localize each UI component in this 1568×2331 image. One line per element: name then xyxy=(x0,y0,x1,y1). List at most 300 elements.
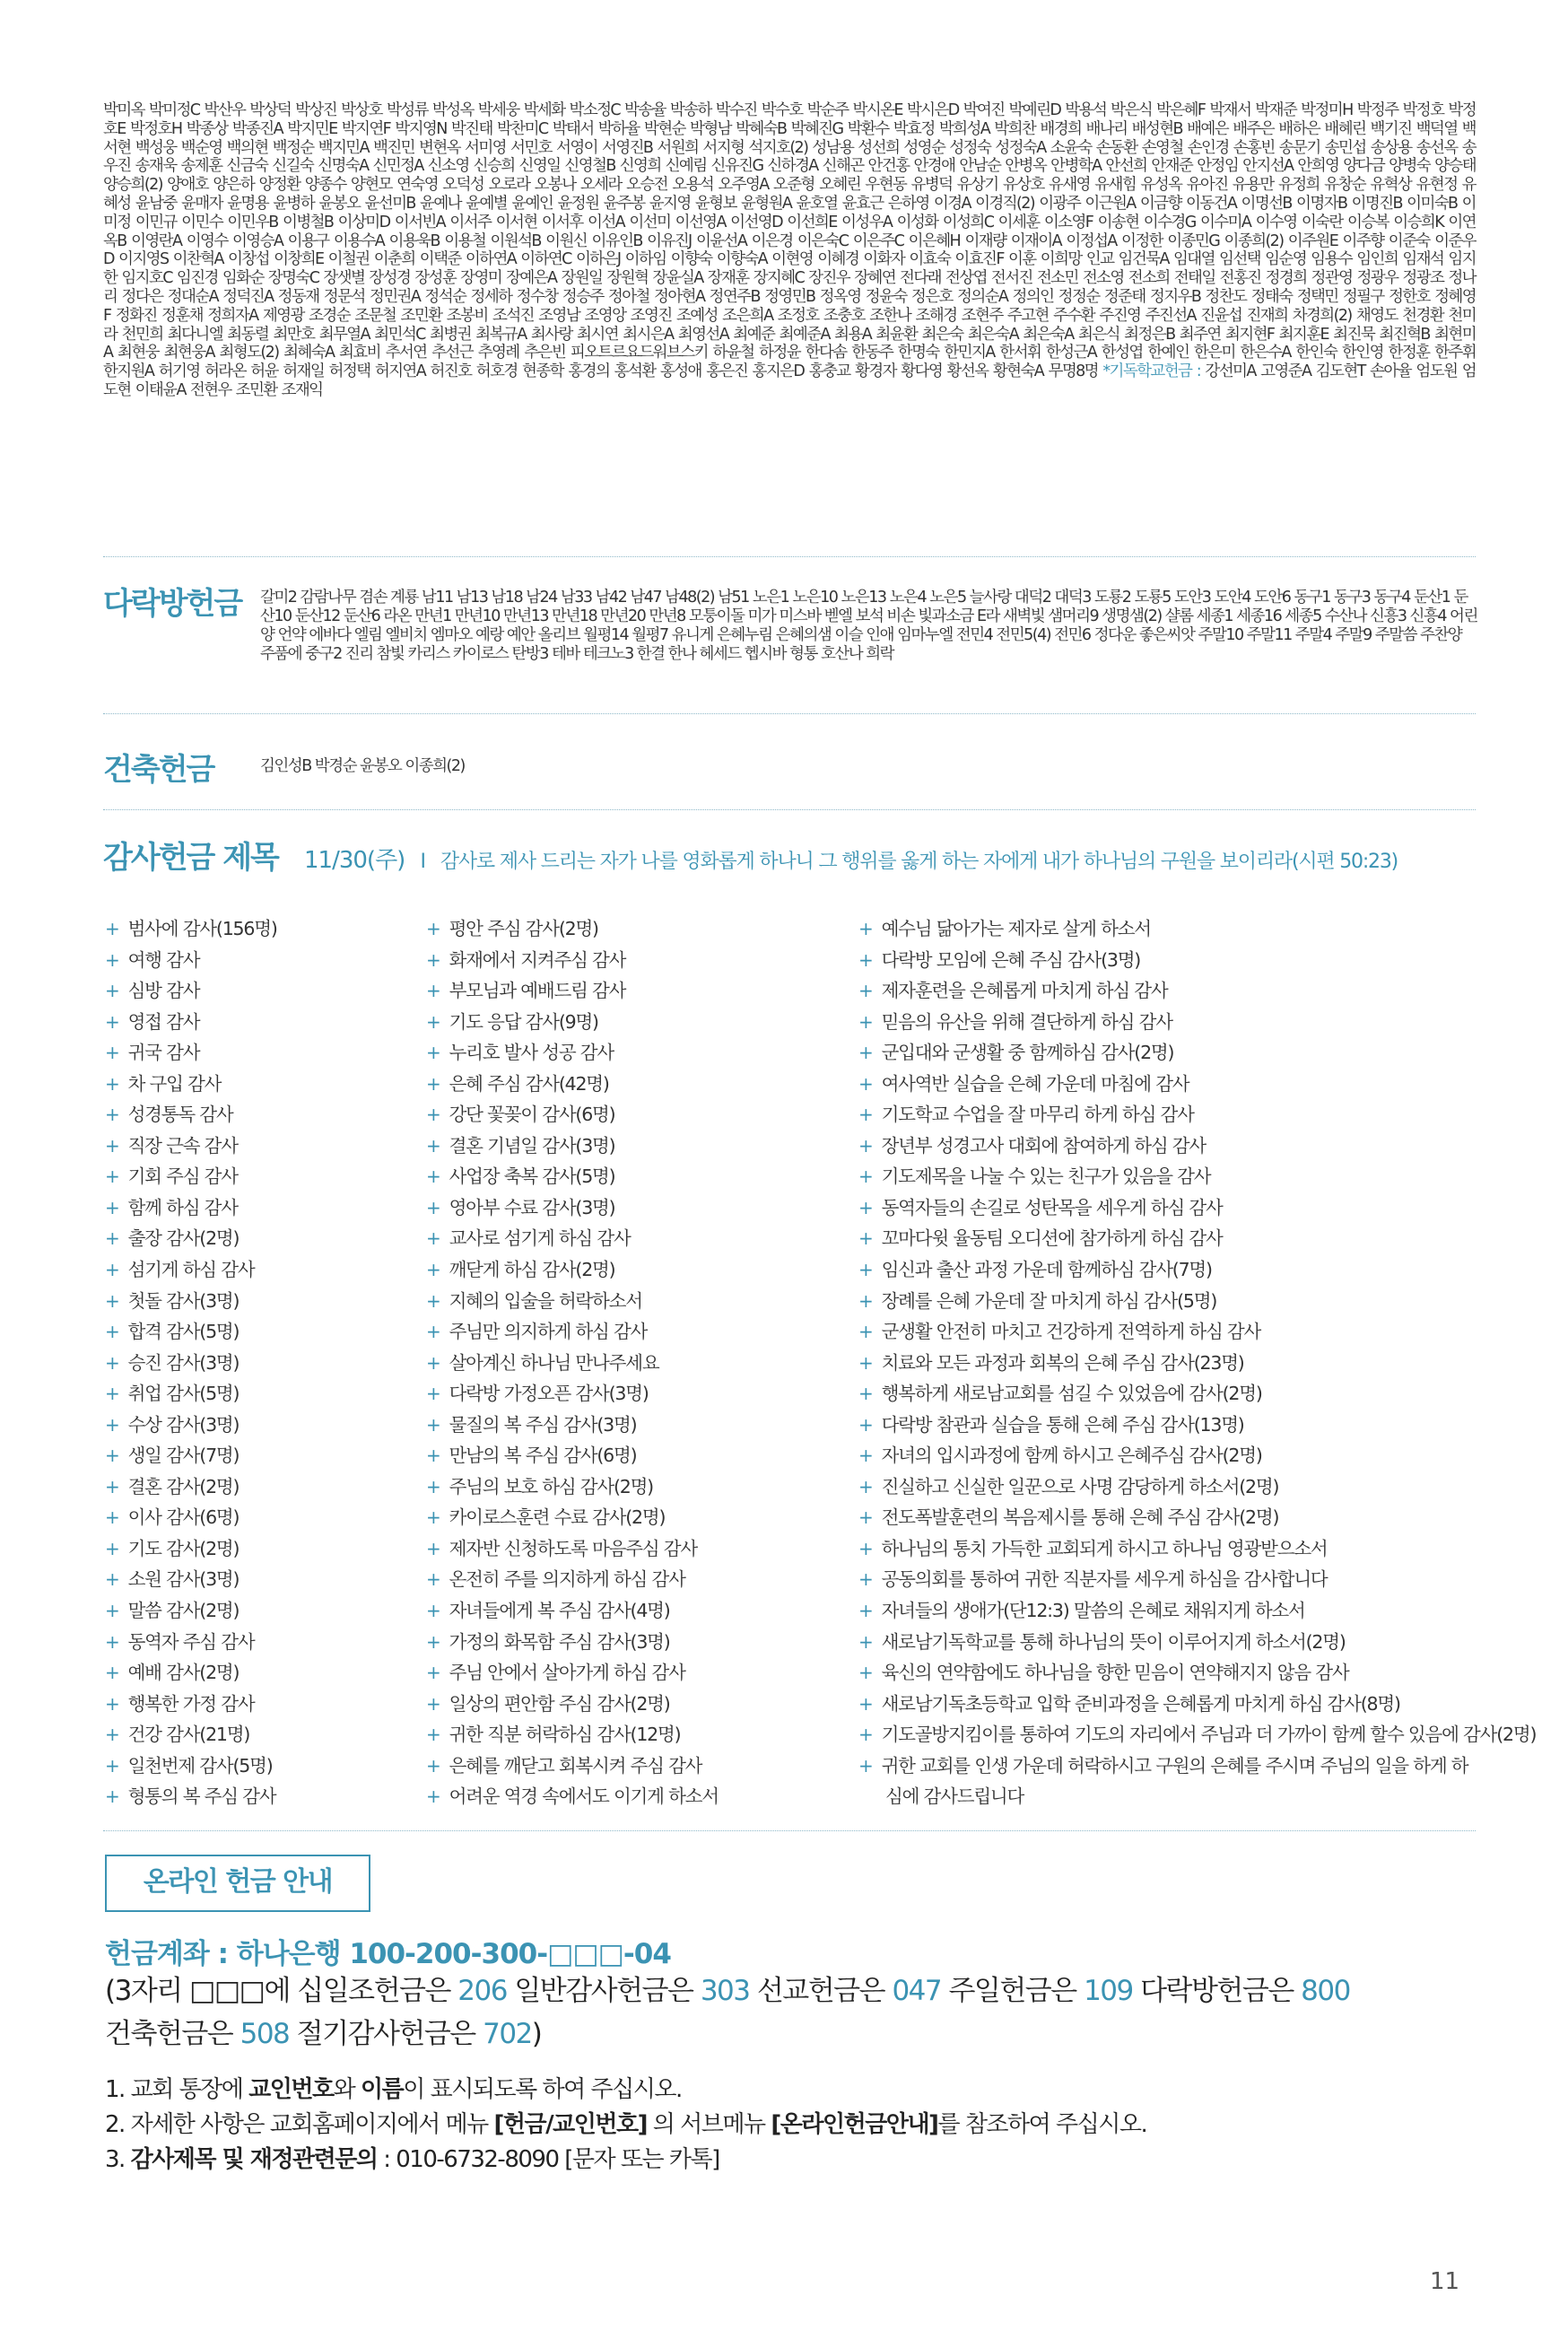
thanks-item xyxy=(105,1131,410,1162)
codes-prefix: (3자리 xyxy=(105,1975,182,2007)
thanks-item xyxy=(426,1781,848,1812)
thanks-item xyxy=(105,1533,410,1565)
note-2 xyxy=(105,2108,1146,2143)
plus-icon: + xyxy=(858,1259,873,1281)
thanks-item-text: 성경통독 감사 xyxy=(127,1104,233,1126)
thanks-item xyxy=(426,913,848,945)
plus-icon: + xyxy=(105,1662,119,1684)
thanks-item xyxy=(858,1502,1468,1533)
building-label: 건축헌금은 xyxy=(105,2018,233,2050)
thanks-item xyxy=(426,1627,848,1658)
thanks-item-text: 강단 꽃꽂이 감사(6명) xyxy=(449,1104,615,1126)
thanks-item xyxy=(858,1131,1468,1162)
plus-icon: + xyxy=(105,948,119,971)
thanks-item-text: 꼬마다윗 율동팀 오디션에 참가하게 하심 감사 xyxy=(881,1227,1223,1250)
plus-icon: + xyxy=(426,1289,440,1312)
plus-icon: + xyxy=(105,1445,119,1467)
plus-icon: + xyxy=(105,1166,119,1188)
plus-icon: + xyxy=(105,1010,119,1033)
thanks-item-text: 새로남기독초등학교 입학 준비과정을 은혜롭게 마치게 하심 감사(8명) xyxy=(881,1692,1400,1715)
donor-names-text: 박미옥 박미정C 박산우 박상덕 박상진 박상호 박성류 박성옥 박세웅 박세화 박소정C 박송율 박송하 박수진 박수호 박순주 박시온E 박시은D 박여진 박예린D 박용석 박은식 박은혜F 박재서 박재준 박정미H 박정주 박정호 박정호E 박정호H 박종상 박종진A 박지민E 박지연F 박지영N 박진태 박찬미C 박태서 박하율 박현순 박형남 박혜숙B 박혜진G 박환수 박효정 박희성A 박희찬 배경희 배나리 배성현B 배예은 배주은 배하은 배혜린 백기진 백덕열 백서현 백성웅 백순영 백의현 백정순 백지민A 백진민 변현옥 서미영 서민호 서영이 서영진B 서원희 서지형 석지호(2) 성남용 성선희 성영순 성정숙 성정숙A 소윤숙 손동환 손영철 손인경 손홍빈 송문기 송민섭 송상용 송선옥 송우진 송재욱 송제훈 신금숙 신길숙 신명숙A 신민정A 신소영 신승희 신영일 신영철B 신영희 신예림 신유진G 신하경A 신해곤 안건홍 안경애 안남순 안병옥 안병학A 안선희 안재준 안정임 안지선A 안희영 양다금 양병숙 양승태 양승희(2) 양애호 양은하 양정환 양종수 양현모 연숙영 오덕성 오로라 오봉나 오세라 오승전 오용석 오주영A 오준형 오혜린 우현동 유병덕 유상기 유상호 유새영 유새힘 유성옥 유아진 유용만 유정희 유창순 유혁상 유현정 유혜성 윤남중 윤매자 윤명용 윤병하 윤봉오 윤선미B 윤예나 윤예별 윤예인 윤정원 윤주봉 윤지영 윤형보 윤형원A 윤호열 윤효근 은하영 이경A 이경직(2) 이광주 이근원A 이금향 이동건A 이명선B 이명자B 이명진B 이미숙B 이미정 이민규 이민수 이민우B 이병철B 이상미D 이서빈A 이서주 이서현 이서후 이선A 이선미 이선영A 이선영D 이선희E 이성우A 이성화 이성희C 이세훈 이소영F 이송현 이수경G 이수미A 이수영 이숙란 이승복 이승희K 이연옥B 이영란A 이영수 이영승A 이용구 이용수A 이용욱B 이용철 이원석B 이원신 이유인B 이유진J 이윤선A 이은경 이은숙C 이은주C 이은혜H 이재량 이재이A 이정섭A 이정한 이종민G 이종희(2) 이주원E 이주향 이준숙 이준우D 이지영S 이찬혁A 이창섭 이창희E 이철권 이춘희 이택준 이하연A 이하연C 이하은J 이하임 이향숙 이향숙A 이현영 이혜경 이화자 이효숙 이효진F 이훈 이희망 인교 임건묵A 임대열 임선택 임순영 임용수 임인희 임재석 임지한 임지호C 임진경 임화순 장명숙C 장샛별 장성경 장성훈 장영미 장예은A 장원일 장원혁 장윤실A 장재훈 장지혜C 장진우 장혜연 전다래 전상엽 전서진 전소민 전소영 전소희 전태일 전홍진 정경희 정관영 정광우 정광조 정나리 정다은 정대순A 정덕진A 정동재 정문석 정민권A 정석순 정세하 정수창 정승주 정아철 정아현A 정연주B 정영민B 정옥영 정윤숙 정은호 정의순A 정의인 정정순 정준태 정지우B 정찬도 정태숙 정택민 정필구 정한호 정혜영F 정화진 정훈채 정희자A 제영광 조경순 조문철 조민환 조봉비 조석진 조영남 조영앙 조영진 조예성 조은희A 조정호 조충호 조한나 조해경 조현주 주고현 주수환 주진영 주진선A 진윤섭 진재희 차경희(2) 채영도 천경환 천미라 천민희 최다니엘 최동렬 최만호 최무열A 최민석C 최병권 최복규A 최사랑 최시연 최시은A 최영선A 최예준 최예준A 최용A 최윤환 최은숙 최은숙A 최은숙A 최은식 최정은B 최주연 최지현F 최지훈E 최진묵 최진혁B 최현미A 최현웅 최현웅A 최형도(2) 최혜숙A 최효비 추서연 추선근 추영례 추은빈 피오트르요드워브스키 하윤철 하정윤 한다솜 한동주 한명숙 한민지A 한서휘 한성근A 한성엽 한예인 한은미 한은수A 한인숙 한인영 한정훈 한주휘 한지원A 허기영 허라온 허윤 허재일 허정택 허지연A 허진호 허호경 현종학 홍경의 홍석환 홍성애 홍은진 홍지은D 홍충교 황경자 황다영 황선옥 황현숙A 무명8명 xyxy=(103,101,1476,381)
thanks-item-text: 함께 하심 감사 xyxy=(127,1196,238,1218)
note-bold: 이름 xyxy=(361,2076,404,2103)
thanks-item-text: 군입대와 군생활 중 함께하심 감사(2명) xyxy=(881,1042,1174,1064)
thanks-item xyxy=(426,1161,848,1192)
plus-icon: + xyxy=(858,980,873,1002)
thanks-item-text: 귀한 직분 허락하심 감사(12명) xyxy=(449,1724,681,1746)
thanks-item xyxy=(105,1502,410,1533)
plus-icon: + xyxy=(426,1600,440,1622)
plus-icon: + xyxy=(426,1785,440,1808)
thanks-item xyxy=(105,1719,410,1750)
note-bold: 교인번호 xyxy=(248,2076,334,2103)
thanks-item xyxy=(858,1689,1468,1720)
building-code: 508 xyxy=(240,2018,290,2050)
thanks-item xyxy=(105,1564,410,1595)
thanks-item xyxy=(426,1254,848,1286)
plus-icon: + xyxy=(426,1227,440,1250)
plus-icon: + xyxy=(426,1662,440,1684)
plus-icon: + xyxy=(858,1072,873,1095)
note-text: : 010-6732-8090 [문자 또는 카톡] xyxy=(383,2146,719,2173)
thanks-item xyxy=(858,945,1468,976)
thanks-item-text: 자녀의 입시과정에 함께 하시고 은혜주심 감사(2명) xyxy=(881,1445,1262,1467)
sunday-label: 주일헌금은 xyxy=(948,1975,1076,2007)
thanks-item-text: 일상의 편안함 주심 감사(2명) xyxy=(449,1692,670,1715)
thanks-item xyxy=(858,1037,1468,1069)
plus-icon: + xyxy=(858,1134,873,1157)
note-text: 를 참조하여 주십시오. xyxy=(937,2111,1147,2138)
thanks-item-text: 영접 감사 xyxy=(127,1010,200,1033)
thanks-item-text: 승진 감사(3명) xyxy=(127,1351,240,1374)
thanks-item-text: 부모님과 예배드림 감사 xyxy=(449,980,626,1002)
thanks-item xyxy=(426,1007,848,1038)
thanks-item-text: 가정의 화목함 주심 감사(3명) xyxy=(449,1630,670,1653)
note-text: 2. 자세한 사항은 교회홈페이지에서 메뉴 xyxy=(105,2111,488,2138)
thanks-item xyxy=(426,1286,848,1317)
plus-icon: + xyxy=(105,1475,119,1497)
plus-icon: + xyxy=(858,1351,873,1374)
thanks-item-text: 어려운 역경 속에서도 이기게 하소서 xyxy=(449,1785,719,1808)
thanks-item xyxy=(426,1348,848,1379)
thanks-item xyxy=(858,1627,1468,1658)
note-3 xyxy=(105,2143,1146,2178)
divider xyxy=(103,1830,1476,1831)
plus-icon: + xyxy=(105,1351,119,1374)
plus-icon: + xyxy=(105,1321,119,1343)
plus-icon: + xyxy=(858,1662,873,1684)
thanks-item xyxy=(426,1223,848,1254)
plus-icon: + xyxy=(426,1042,440,1064)
thanks-item-text: 자녀들의 생애가(단12:3) 말씀의 은혜로 채워지게 하소서 xyxy=(881,1600,1305,1622)
plus-icon: + xyxy=(858,1413,873,1436)
plus-icon: + xyxy=(105,1042,119,1064)
thanks-column-1 xyxy=(105,913,410,1812)
plus-icon: + xyxy=(858,1104,873,1126)
thanks-item-text: 첫돌 감사(3명) xyxy=(127,1289,240,1312)
plus-icon: + xyxy=(105,1568,119,1591)
plus-icon: + xyxy=(426,1134,440,1157)
thanks-item-text: 누리호 발사 성공 감사 xyxy=(449,1042,614,1064)
plus-icon: + xyxy=(426,1754,440,1777)
thanks-item xyxy=(858,913,1468,945)
account-number: 헌금계좌 : 하나은행 100-200-300-□□□-04 xyxy=(105,1938,671,1970)
thanks-item-text: 심방 감사 xyxy=(127,980,200,1002)
thanks-item xyxy=(858,1286,1468,1317)
codes-close: ) xyxy=(531,2018,542,2050)
thanks-item-text: 소원 감사(3명) xyxy=(127,1568,240,1591)
plus-icon: + xyxy=(105,1754,119,1777)
darakbang-text: 갈미2 감람나무 겸손 계룡 남11 남13 남18 남24 남33 남42 남47 남48(2) 남51 노은1 노은10 노은13 노은4 노은5 늘사랑 대덕2 대덕3 도룡2 도룡5 도안3 도안4 도안6 동구1 동구3 동구4 둔산1 둔산10 둔산12 둔산6 라온 만년1 만년10 만년13 만년18 만년20 만년8 모퉁이돌 미가 미스바 벧엘 보석 비손 빛과소금 E라 새벽빛 샘머리9 생명샘(2) 샬롬 세종1 세종16 세종5 수산나 신흥3 신흥4 어린양 언약 에바다 엘림 엘비치 엠마오 예랑 예안 올리브 월평14 월평7 유니게 은혜누림 은혜의샘 이슬 인애 임마누엘 전민4 전민5(4) 전민6 정다운 좋은씨앗 주말10 주말11 주말4 주말9 주말씀 주찬양 주품에 중구2 진리 참빛 카리스 카이로스 탄방3 테바 테크노3 한결 한나 헤세드 헵시바 형통 호산나 희락 xyxy=(260,589,1477,663)
divider xyxy=(103,809,1476,810)
thanks-item xyxy=(426,1502,848,1533)
thanks-item xyxy=(858,1348,1468,1379)
plus-icon: + xyxy=(426,1166,440,1188)
thanks-item-text: 장년부 성경고사 대회에 참여하게 하심 감사 xyxy=(881,1134,1206,1157)
thanks-item-text: 주님만 의지하게 하심 감사 xyxy=(449,1321,648,1343)
plus-icon: + xyxy=(858,1537,873,1559)
thanks-item-text: 사업장 축복 감사(5명) xyxy=(449,1166,615,1188)
plus-icon: + xyxy=(858,1506,873,1529)
plus-icon: + xyxy=(105,1134,119,1157)
thanks-item-text: 믿음의 유산을 위해 결단하게 하심 감사 xyxy=(881,1010,1172,1033)
divider xyxy=(103,556,1476,557)
thanks-item-text: 은혜 주심 감사(42명) xyxy=(449,1072,609,1095)
thanks-item-text: 다락방 참관과 실습을 통해 은혜 주심 감사(13명) xyxy=(881,1413,1244,1436)
thanks-item-text: 장례를 은혜 가운데 잘 마치게 하심 감사(5명) xyxy=(881,1289,1217,1312)
thanks-item-text: 수상 감사(3명) xyxy=(127,1413,240,1436)
plus-icon: + xyxy=(858,1289,873,1312)
plus-icon: + xyxy=(426,980,440,1002)
thanks-item-text: 새로남기독학교를 통해 하나님의 뜻이 이루어지게 하소서(2명) xyxy=(881,1630,1346,1653)
thanks-item xyxy=(858,1564,1468,1595)
plus-icon: + xyxy=(858,1227,873,1250)
plus-icon: + xyxy=(426,1196,440,1218)
christian-school-label: *기독학교헌금 : xyxy=(1102,362,1201,381)
thanks-item xyxy=(105,1750,410,1782)
thanks-item-text: 전도폭발훈련의 복음제시를 통해 은혜 주심 감사(2명) xyxy=(881,1506,1279,1529)
thanks-item-text: 주님의 보호 하심 감사(2명) xyxy=(449,1475,653,1497)
plus-icon: + xyxy=(105,1104,119,1126)
plus-icon: + xyxy=(426,1351,440,1374)
season-code: 702 xyxy=(483,2018,532,2050)
plus-icon: + xyxy=(105,1227,119,1250)
plus-icon: + xyxy=(426,1259,440,1281)
online-notes xyxy=(105,2073,1146,2178)
plus-icon: + xyxy=(105,1724,119,1746)
thanks-item-text: 육신의 연약함에도 하나님을 향한 믿음이 연약해지지 않음 감사 xyxy=(881,1662,1349,1684)
plus-icon: + xyxy=(105,1785,119,1808)
mission-code: 047 xyxy=(892,1975,942,2007)
plus-icon: + xyxy=(105,1506,119,1529)
codes-suffix: 에 십일조헌금은 xyxy=(264,1975,450,2007)
thanks-item-text: 평안 주심 감사(2명) xyxy=(449,918,598,939)
plus-icon: + xyxy=(105,1413,119,1436)
note-text: 와 xyxy=(333,2076,355,2103)
thanks-item xyxy=(105,913,410,945)
thanks-item xyxy=(105,1254,410,1286)
thanks-item xyxy=(858,1316,1468,1348)
thanks-item-text: 말씀 감사(2명) xyxy=(127,1600,240,1622)
thanks-item-text: 지혜의 입술을 허락하소서 xyxy=(449,1289,642,1312)
thanks-item-text: 온전히 주를 의지하게 하심 감사 xyxy=(449,1568,685,1591)
thanks-item xyxy=(858,1378,1468,1410)
season-label: 절기감사헌금은 xyxy=(296,2018,475,2050)
thanks-item xyxy=(426,1131,848,1162)
plus-icon: + xyxy=(426,1692,440,1715)
plus-icon: + xyxy=(105,1537,119,1559)
thanks-item xyxy=(426,945,848,976)
thanks-item-text: 건강 감사(21명) xyxy=(127,1724,250,1746)
thanks-item-text: 생일 감사(7명) xyxy=(127,1445,240,1467)
plus-icon: + xyxy=(858,948,873,971)
thanks-date: 11/30(주) xyxy=(304,847,405,874)
thanks-item xyxy=(426,1037,848,1069)
thanks-item xyxy=(426,975,848,1007)
plus-icon: + xyxy=(426,1072,440,1095)
darakbang-title: 다락방헌금 xyxy=(103,586,242,622)
thanks-item-text: 행복하게 새로남교회를 섬길 수 있었음에 감사(2명) xyxy=(881,1383,1262,1405)
thanks-item xyxy=(105,1223,410,1254)
online-offering-title: 온라인 헌금 안내 xyxy=(105,1855,370,1912)
note-text: 의 서브메뉴 xyxy=(652,2111,765,2138)
thanks-item-text: 기도학교 수업을 잘 마무리 하게 하심 감사 xyxy=(881,1104,1194,1126)
mission-label: 선교헌금은 xyxy=(756,1975,885,2007)
plus-icon: + xyxy=(105,980,119,1002)
plus-icon: + xyxy=(105,1383,119,1405)
thanks-item-text: 진실하고 신실한 일꾼으로 사명 감당하게 하소서(2명) xyxy=(881,1475,1279,1497)
plus-icon: + xyxy=(105,1259,119,1281)
plus-icon: + xyxy=(105,1072,119,1095)
plus-icon: + xyxy=(426,1413,440,1436)
thanks-item-text: 기도 응답 감사(9명) xyxy=(449,1010,598,1033)
thanks-item-text: 동역자들의 손길로 성탄목을 세우게 하심 감사 xyxy=(881,1196,1223,1218)
thanks-item-text: 제자훈련을 은혜롭게 마치게 하심 감사 xyxy=(881,980,1168,1002)
thanks-item-text: 영아부 수료 감사(3명) xyxy=(449,1196,615,1218)
thanks-item-text: 깨닫게 하심 감사(2명) xyxy=(449,1259,615,1281)
thanks-item xyxy=(858,1657,1468,1689)
plus-icon: + xyxy=(858,1010,873,1033)
thanks-item-text: 공동의회를 통하여 귀한 직분자를 세우게 하심을 감사합니다 xyxy=(881,1568,1328,1591)
offering-codes xyxy=(105,1969,1486,2056)
thanks-item-text: 형통의 복 주심 감사 xyxy=(127,1785,276,1808)
plus-icon: + xyxy=(858,1383,873,1405)
tithe-code: 206 xyxy=(457,1975,507,2007)
thanks-item-text: 기회 주심 감사 xyxy=(127,1166,238,1188)
plus-icon: + xyxy=(858,918,873,939)
thanks-item xyxy=(426,1657,848,1689)
page-number: 11 xyxy=(1430,2268,1460,2295)
general-label: 일반감사헌금은 xyxy=(514,1975,693,2007)
thanks-item xyxy=(105,1007,410,1038)
thanks-item-text: 화재에서 지켜주심 감사 xyxy=(449,948,626,971)
thanks-item xyxy=(105,975,410,1007)
thanks-item xyxy=(105,1161,410,1192)
building-text: 김인성B 박경순 윤봉오 이종희(2) xyxy=(260,757,465,775)
plus-icon: + xyxy=(105,1196,119,1218)
thanks-item xyxy=(105,1595,410,1627)
plus-icon: + xyxy=(105,1600,119,1622)
thanks-item-text: 은혜를 깨닫고 회복시켜 주심 감사 xyxy=(449,1754,702,1777)
thanks-item-text: 섬기게 하심 감사 xyxy=(127,1259,255,1281)
christian-school-names: 강선미A 고영준A 김도현T 손아율 엄도원 엄도현 이태윤A 전현우 조민환 조재익 xyxy=(103,362,1477,399)
thanks-item-text: 교사로 섬기게 하심 감사 xyxy=(449,1227,631,1250)
thanks-item-text: 일천번제 감사(5명) xyxy=(127,1754,273,1777)
plus-icon: + xyxy=(426,948,440,971)
thanks-item xyxy=(858,1223,1468,1254)
plus-icon: + xyxy=(426,918,440,939)
thanks-item xyxy=(858,1471,1468,1503)
plus-icon: + xyxy=(858,1754,873,1777)
thanks-item xyxy=(105,1069,410,1100)
thanks-item xyxy=(105,1286,410,1317)
plus-icon: + xyxy=(426,1537,440,1559)
plus-icon: + xyxy=(858,1166,873,1188)
note-1 xyxy=(105,2073,1146,2108)
note-text: 3. xyxy=(105,2146,125,2173)
thanks-item-text: 여사역반 실습을 은혜 가운데 마침에 감사 xyxy=(881,1072,1189,1095)
thanks-item-text: 출장 감사(2명) xyxy=(127,1227,240,1250)
thanks-item xyxy=(105,1378,410,1410)
thanks-item xyxy=(105,1192,410,1224)
thanks-item-text: 예수님 닮아가는 제자로 살게 하소서 xyxy=(881,918,1151,939)
general-code: 303 xyxy=(700,1975,750,2007)
plus-icon: + xyxy=(858,1196,873,1218)
thanks-item-text: 다락방 가정오픈 감사(3명) xyxy=(449,1383,649,1405)
thanks-item-text: 살아계신 하나님 만나주세요 xyxy=(449,1351,659,1374)
plus-icon: + xyxy=(858,1475,873,1497)
plus-icon: + xyxy=(858,1630,873,1653)
thanks-item xyxy=(858,1719,1537,1750)
thanks-item xyxy=(105,1627,410,1658)
plus-icon: + xyxy=(105,1630,119,1653)
thanks-item-text: 결혼 기념일 감사(3명) xyxy=(449,1134,615,1157)
thanks-item xyxy=(426,1595,848,1627)
plus-icon: + xyxy=(426,1475,440,1497)
thanks-column-2 xyxy=(426,913,848,1812)
thanks-column-3 xyxy=(858,913,1537,1812)
note-bold: [헌금/교인번호] xyxy=(493,2111,647,2138)
thanks-header xyxy=(103,833,1503,877)
thanks-item-text: 여행 감사 xyxy=(127,948,200,971)
darak-label: 다락방헌금은 xyxy=(1140,1975,1294,2007)
sunday-code: 109 xyxy=(1084,1975,1133,2007)
thanks-item xyxy=(105,1689,410,1720)
plus-icon: + xyxy=(426,1724,440,1746)
thanks-item-text: 카이로스훈련 수료 감사(2명) xyxy=(449,1506,666,1529)
note-bold: [온라인헌금안내] xyxy=(771,2111,938,2138)
plus-icon: + xyxy=(858,1042,873,1064)
thanks-item xyxy=(858,1750,1468,1812)
donor-names xyxy=(103,101,1476,400)
thanks-item-text: 임신과 출산 과정 가운데 함께하심 감사(7명) xyxy=(881,1259,1212,1281)
thanks-item xyxy=(426,1564,848,1595)
plus-icon: + xyxy=(105,918,119,939)
thanks-item xyxy=(426,1689,848,1720)
thanks-item-text: 범사에 감사(156명) xyxy=(127,918,277,939)
thanks-verse: 감사로 제사 드리는 자가 나를 영화롭게 하나니 그 행위를 옳게 하는 자에게 내가 하나님의 구원을 보이리라(시편 50:23) xyxy=(440,851,1398,873)
thanks-item-text: 기도제목을 나눌 수 있는 친구가 있음을 감사 xyxy=(881,1166,1211,1188)
plus-icon: + xyxy=(426,1630,440,1653)
thanks-item xyxy=(426,1750,848,1782)
thanks-item-text: 예배 감사(2명) xyxy=(127,1662,240,1684)
thanks-item-text: 귀국 감사 xyxy=(127,1042,200,1064)
thanks-item-text: 취업 감사(5명) xyxy=(127,1383,240,1405)
thanks-separator: I xyxy=(420,851,425,873)
plus-icon: + xyxy=(858,1724,873,1746)
thanks-item-text: 행복한 가정 감사 xyxy=(127,1692,255,1715)
thanks-item-text: 군생활 안전히 마치고 건강하게 전역하게 하심 감사 xyxy=(881,1321,1261,1343)
building-title: 건축헌금 xyxy=(103,752,214,788)
plus-icon: + xyxy=(858,1321,873,1343)
plus-icon: + xyxy=(426,1383,440,1405)
thanks-title: 감사헌금 제목 xyxy=(103,840,278,876)
thanks-item xyxy=(426,1410,848,1441)
plus-icon: + xyxy=(426,1104,440,1126)
note-bold: 감사제목 및 재정관련문의 xyxy=(130,2146,378,2173)
thanks-item xyxy=(858,1099,1468,1131)
thanks-item xyxy=(426,1533,848,1565)
plus-icon: + xyxy=(858,1568,873,1591)
thanks-item xyxy=(105,945,410,976)
divider xyxy=(103,713,1476,714)
codes-box: □□□ xyxy=(189,1975,265,2007)
plus-icon: + xyxy=(426,1506,440,1529)
thanks-item xyxy=(858,1410,1468,1441)
plus-icon: + xyxy=(105,1289,119,1312)
thanks-item xyxy=(858,1254,1468,1286)
thanks-item xyxy=(858,1533,1468,1565)
thanks-item xyxy=(858,1440,1468,1471)
plus-icon: + xyxy=(426,1321,440,1343)
thanks-item-text: 귀한 교회를 인생 가운데 허락하시고 구원의 은혜를 주시며 주님의 일을 하게 하심에 감사드립니다 xyxy=(881,1754,1468,1808)
thanks-item-text: 차 구입 감사 xyxy=(127,1072,222,1095)
plus-icon: + xyxy=(426,1445,440,1467)
thanks-item xyxy=(426,1471,848,1503)
thanks-item-text: 자녀들에게 복 주심 감사(4명) xyxy=(449,1600,670,1622)
thanks-item-text: 주님 안에서 살아가게 하심 감사 xyxy=(449,1662,685,1684)
thanks-item-text: 만남의 복 주심 감사(6명) xyxy=(449,1445,637,1467)
thanks-item-text: 결혼 감사(2명) xyxy=(127,1475,240,1497)
thanks-item xyxy=(105,1099,410,1131)
thanks-item xyxy=(105,1657,410,1689)
plus-icon: + xyxy=(105,1692,119,1715)
thanks-item xyxy=(858,1595,1468,1627)
thanks-item xyxy=(426,1069,848,1100)
plus-icon: + xyxy=(858,1692,873,1715)
thanks-item-text: 이사 감사(6명) xyxy=(127,1506,240,1529)
thanks-item xyxy=(858,1069,1468,1100)
plus-icon: + xyxy=(858,1445,873,1467)
thanks-item xyxy=(858,975,1468,1007)
thanks-item-text: 동역자 주심 감사 xyxy=(127,1630,255,1653)
thanks-item xyxy=(858,1192,1468,1224)
thanks-item xyxy=(426,1440,848,1471)
thanks-item xyxy=(105,1440,410,1471)
thanks-item-text: 치료와 모든 과정과 회복의 은혜 주심 감사(23명) xyxy=(881,1351,1244,1374)
thanks-item-text: 다락방 모임에 은혜 주심 감사(3명) xyxy=(881,948,1141,971)
plus-icon: + xyxy=(426,1010,440,1033)
thanks-item-text: 기도골방지킴이를 통하여 기도의 자리에서 주님과 더 가까이 함께 할수 있음에 감사(2명) xyxy=(881,1724,1537,1746)
thanks-item xyxy=(426,1192,848,1224)
thanks-item xyxy=(105,1410,410,1441)
note-text: 이 표시되도록 하여 주십시오. xyxy=(403,2076,682,2103)
thanks-item xyxy=(426,1378,848,1410)
thanks-item xyxy=(426,1719,848,1750)
thanks-item xyxy=(858,1007,1468,1038)
plus-icon: + xyxy=(858,1600,873,1622)
thanks-item xyxy=(105,1037,410,1069)
